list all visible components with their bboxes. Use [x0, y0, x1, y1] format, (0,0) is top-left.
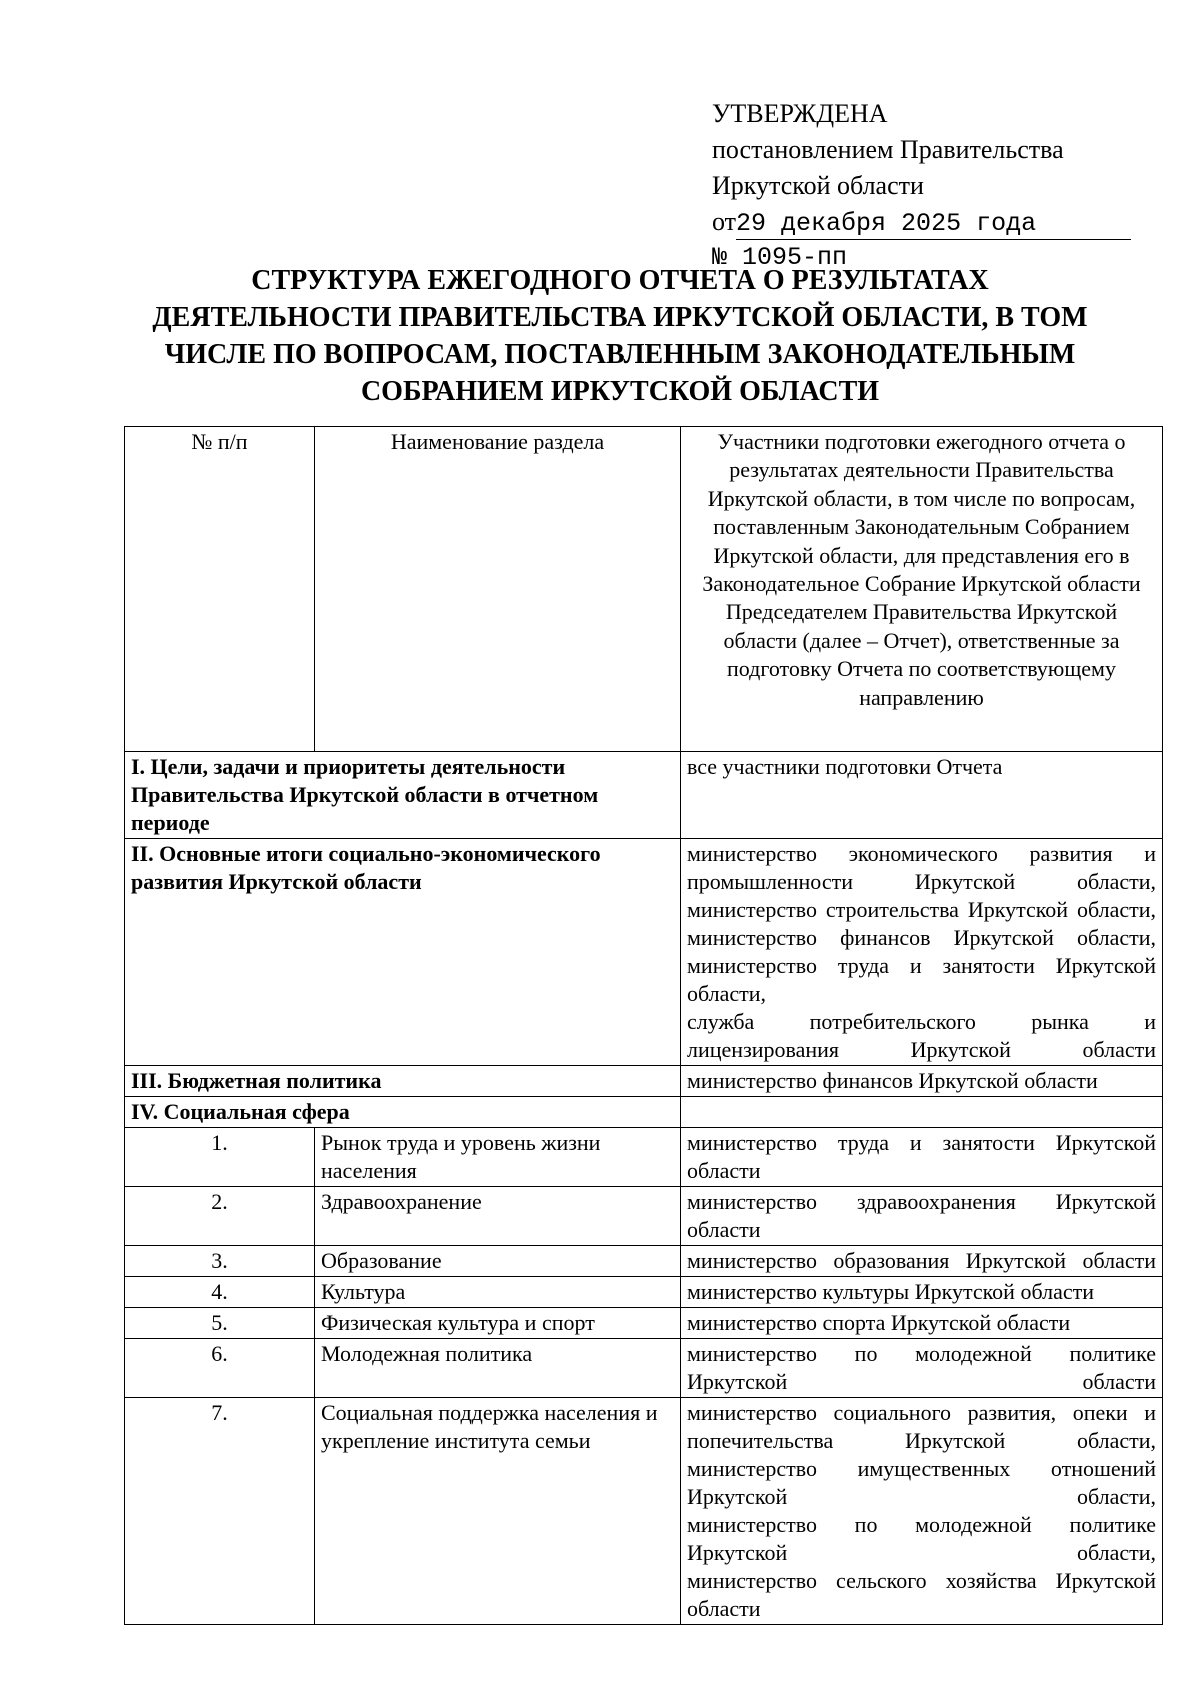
- section-1-title: I. Цели, задачи и приоритеты деятельности Правительства Иркутской области в отчетном периоде: [125, 752, 681, 839]
- table-row: [125, 1187, 1163, 1246]
- row-num: 1.: [125, 1128, 315, 1187]
- title-line-4: СОБРАНИЕМ ИРКУТСКОЙ ОБЛАСТИ: [360, 376, 880, 407]
- row-participants: министерство культуры Иркутской области: [681, 1277, 1163, 1308]
- row-participants: министерство образования Иркутской области: [681, 1246, 1163, 1277]
- table-row: [125, 1277, 1163, 1308]
- approval-date: [712, 204, 1142, 240]
- participant: министерство социального развития, опеки и попечительства Иркутской области,: [687, 1400, 1156, 1453]
- row-participants: министерство труда и занятости Иркутской области: [681, 1128, 1163, 1187]
- table-row: [125, 1246, 1163, 1277]
- report-structure-table: [124, 426, 1163, 1625]
- row-name: Культура: [315, 1277, 681, 1308]
- section-row: [125, 1066, 1163, 1097]
- approval-number: № 1095-пп: [712, 243, 848, 272]
- approval-date-prefix: от: [712, 207, 737, 236]
- section-2-title: II. Основные итоги социально-экономического развития Иркутской области: [125, 839, 681, 1066]
- row-num: 7.: [125, 1398, 315, 1625]
- participant: министерство имущественных отношений Иркутской области,: [687, 1456, 1156, 1509]
- row-name: Молодежная политика: [315, 1339, 681, 1398]
- row-name: Образование: [315, 1246, 681, 1277]
- section-row: [125, 1097, 1163, 1128]
- participant: министерство по молодежной политике Иркутской области,: [687, 1512, 1156, 1565]
- approval-date-value: 29 декабря 2025 года: [736, 209, 1037, 238]
- table-row: [125, 1398, 1163, 1625]
- table-row: [125, 1339, 1163, 1398]
- participant: министерство сельского хозяйства Иркутской области: [687, 1568, 1156, 1621]
- row-name: Социальная поддержка населения и укрепление института семьи: [315, 1398, 681, 1625]
- section-3-title: III. Бюджетная политика: [125, 1066, 681, 1097]
- section-4-title: IV. Социальная сфера: [125, 1097, 681, 1128]
- section-row: [125, 752, 1163, 839]
- section-1-participants: все участники подготовки Отчета: [681, 752, 1163, 839]
- approval-title: УТВЕРЖДЕНА: [712, 99, 888, 128]
- row-participants: [681, 1398, 1163, 1625]
- participant: министерство труда и занятости Иркутской области,: [687, 953, 1156, 1006]
- row-participants: министерство по молодежной политике Иркутской области: [681, 1339, 1163, 1398]
- title-line-3: ЧИСЛЕ ПО ВОПРОСАМ, ПОСТАВЛЕННЫМ ЗАКОНОДАТЕЛЬНЫМ: [164, 339, 1076, 370]
- title-line-1: СТРУКТУРА ЕЖЕГОДНОГО ОТЧЕТА О РЕЗУЛЬТАТАХ: [251, 265, 989, 296]
- approval-decree: постановлением Правительства: [712, 135, 1064, 164]
- header-name: Наименование раздела: [315, 427, 681, 752]
- approval-region: Иркутской области: [712, 171, 924, 200]
- section-2-participants: [681, 839, 1163, 1066]
- header-participants: Участники подготовки ежегодного отчета о результатах деятельности Правительства Иркутской области, в том числе по вопросам, поставленным Законодательным Собранием Иркутской области, для представления его в Законодательное Собрание Иркутской области Председателем Правительства Иркутской области (далее – Отчет), ответственные за подготовку Отчета по соответствующему направлению: [681, 427, 1163, 752]
- document-title: [120, 262, 1120, 410]
- row-name: Физическая культура и спорт: [315, 1308, 681, 1339]
- section-row: [125, 839, 1163, 1066]
- section-3-participants: министерство финансов Иркутской области: [681, 1066, 1163, 1097]
- row-num: 3.: [125, 1246, 315, 1277]
- row-name: Здравоохранение: [315, 1187, 681, 1246]
- participant: служба потребительского рынка и лицензирования Иркутской области: [687, 1009, 1156, 1062]
- row-num: 6.: [125, 1339, 315, 1398]
- participant: министерство экономического развития и промышленности Иркутской области,: [687, 841, 1156, 894]
- title-line-2: ДЕЯТЕЛЬНОСТИ ПРАВИТЕЛЬСТВА ИРКУТСКОЙ ОБЛАСТИ, В ТОМ: [152, 302, 1088, 333]
- table-row: [125, 1308, 1163, 1339]
- table-row: [125, 1128, 1163, 1187]
- row-participants: министерство здравоохранения Иркутской области: [681, 1187, 1163, 1246]
- row-num: 4.: [125, 1277, 315, 1308]
- participant: министерство финансов Иркутской области,: [687, 925, 1156, 950]
- row-participants: министерство спорта Иркутской области: [681, 1308, 1163, 1339]
- row-num: 2.: [125, 1187, 315, 1246]
- table-header-row: [125, 427, 1163, 752]
- approval-stamp: [712, 96, 1142, 276]
- row-name: Рынок труда и уровень жизни населения: [315, 1128, 681, 1187]
- header-num: № п/п: [125, 427, 315, 752]
- participant: министерство строительства Иркутской области,: [687, 897, 1156, 922]
- row-num: 5.: [125, 1308, 315, 1339]
- section-4-participants: [681, 1097, 1163, 1128]
